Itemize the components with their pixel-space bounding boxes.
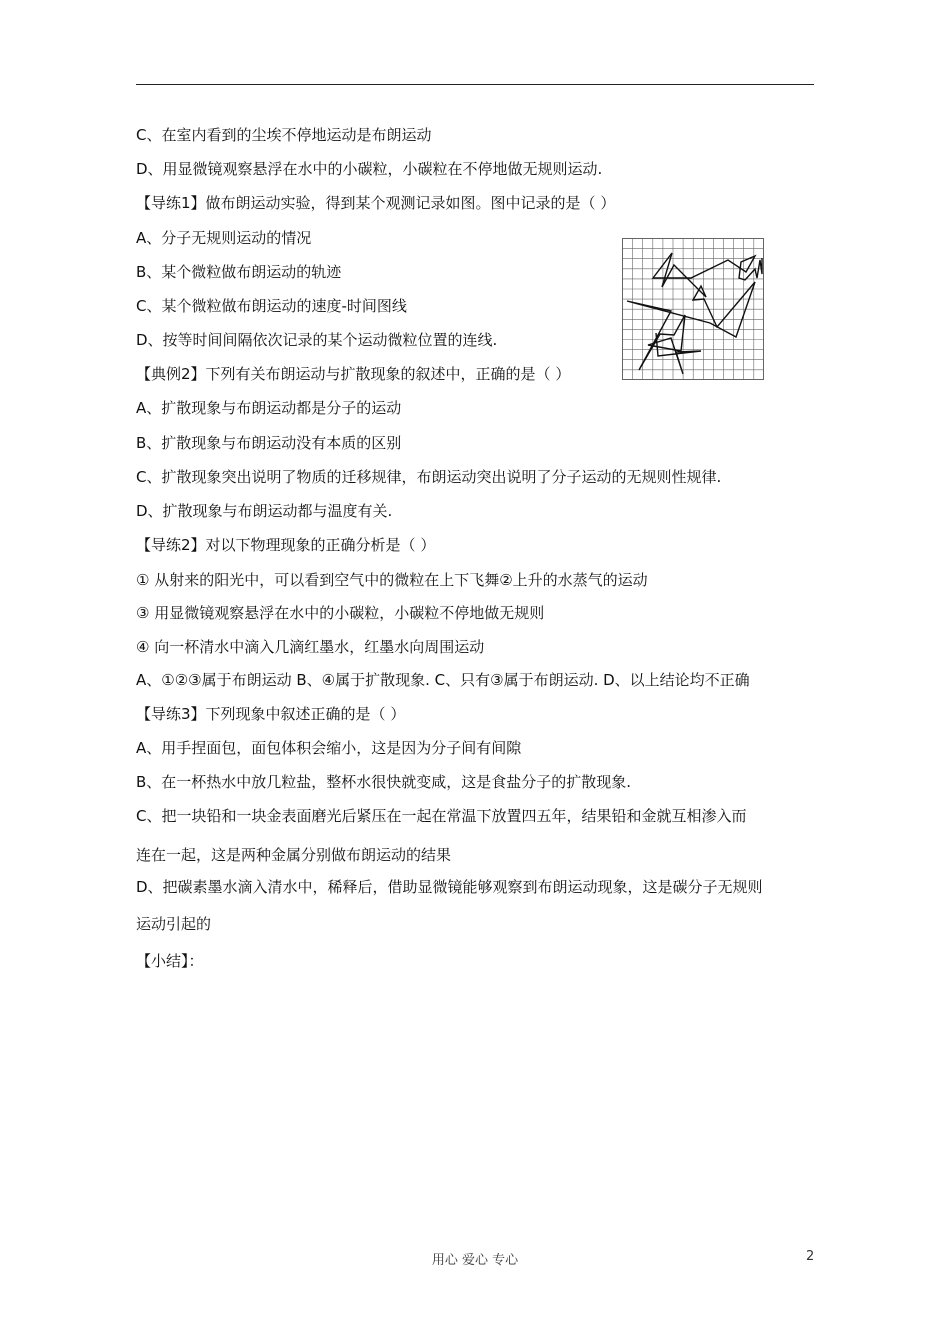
text-line: D、按等时间间隔依次记录的某个运动微粒位置的连线.: [136, 331, 498, 349]
header-rule: [136, 84, 814, 85]
text-line: 连在一起，这是两种金属分别做布朗运动的结果: [136, 846, 452, 864]
text-line: D、扩散现象与布朗运动都与温度有关.: [136, 502, 393, 520]
text-line: 【典例2】下列有关布朗运动与扩散现象的叙述中，正确的是（ ）: [136, 365, 571, 383]
text-line: 运动引起的: [136, 915, 212, 933]
text-line: 【小结】：: [136, 952, 204, 970]
text-line: C、扩散现象突出说明了物质的迁移规律，布朗运动突出说明了分子运动的无规则性规律.: [136, 468, 722, 486]
text-line: A、①②③属于布朗运动 B、④属于扩散现象. C、只有③属于布朗运动. D、以上结论均不正确: [136, 671, 750, 689]
text-line: ① 从射来的阳光中，可以看到空气中的微粒在上下飞舞②上升的水蒸气的运动: [136, 571, 648, 589]
text-line: 【导练2】对以下物理现象的正确分析是（ ）: [136, 536, 436, 554]
text-line: C、在室内看到的尘埃不停地运动是布朗运动: [136, 126, 432, 144]
text-line: C、把一块铅和一块金表面磨光后紧压在一起在常温下放置四五年，结果铅和金就互相渗入而: [136, 807, 747, 825]
page-number: 2: [806, 1249, 815, 1264]
trajectory-path: [627, 253, 762, 374]
text-line: 【导练1】做布朗运动实验，得到某个观测记录如图。图中记录的是（ ）: [136, 194, 616, 212]
text-line: A、分子无规则运动的情况: [136, 229, 312, 247]
text-line: 【导练3】下列现象中叙述正确的是（ ）: [136, 705, 406, 723]
text-line: D、用显微镜观察悬浮在水中的小碳粒，小碳粒在不停地做无规则运动.: [136, 160, 603, 178]
text-line: ④ 向一杯清水中滴入几滴红墨水，红墨水向周围运动: [136, 638, 485, 656]
page-footer: 用心 爱心 专心: [431, 1253, 519, 1268]
brownian-motion-trajectory-figure: [622, 238, 768, 382]
text-line: B、某个微粒做布朗运动的轨迹: [136, 263, 342, 281]
text-line: A、用手捏面包，面包体积会缩小，这是因为分子间有间隙: [136, 739, 522, 757]
text-line: B、在一杯热水中放几粒盐，整杯水很快就变咸，这是食盐分子的扩散现象.: [136, 773, 632, 791]
text-line: B、扩散现象与布朗运动没有本质的区别: [136, 434, 402, 452]
text-line: D、把碳素墨水滴入清水中，稀释后，借助显微镜能够观察到布朗运动现象，这是碳分子无规则: [136, 878, 763, 896]
text-line: C、某个微粒做布朗运动的速度-时间图线: [136, 297, 407, 315]
grid: [623, 239, 764, 380]
text-line: ③ 用显微镜观察悬浮在水中的小碳粒，小碳粒不停地做无规则: [136, 604, 545, 622]
text-line: A、扩散现象与布朗运动都是分子的运动: [136, 399, 402, 417]
